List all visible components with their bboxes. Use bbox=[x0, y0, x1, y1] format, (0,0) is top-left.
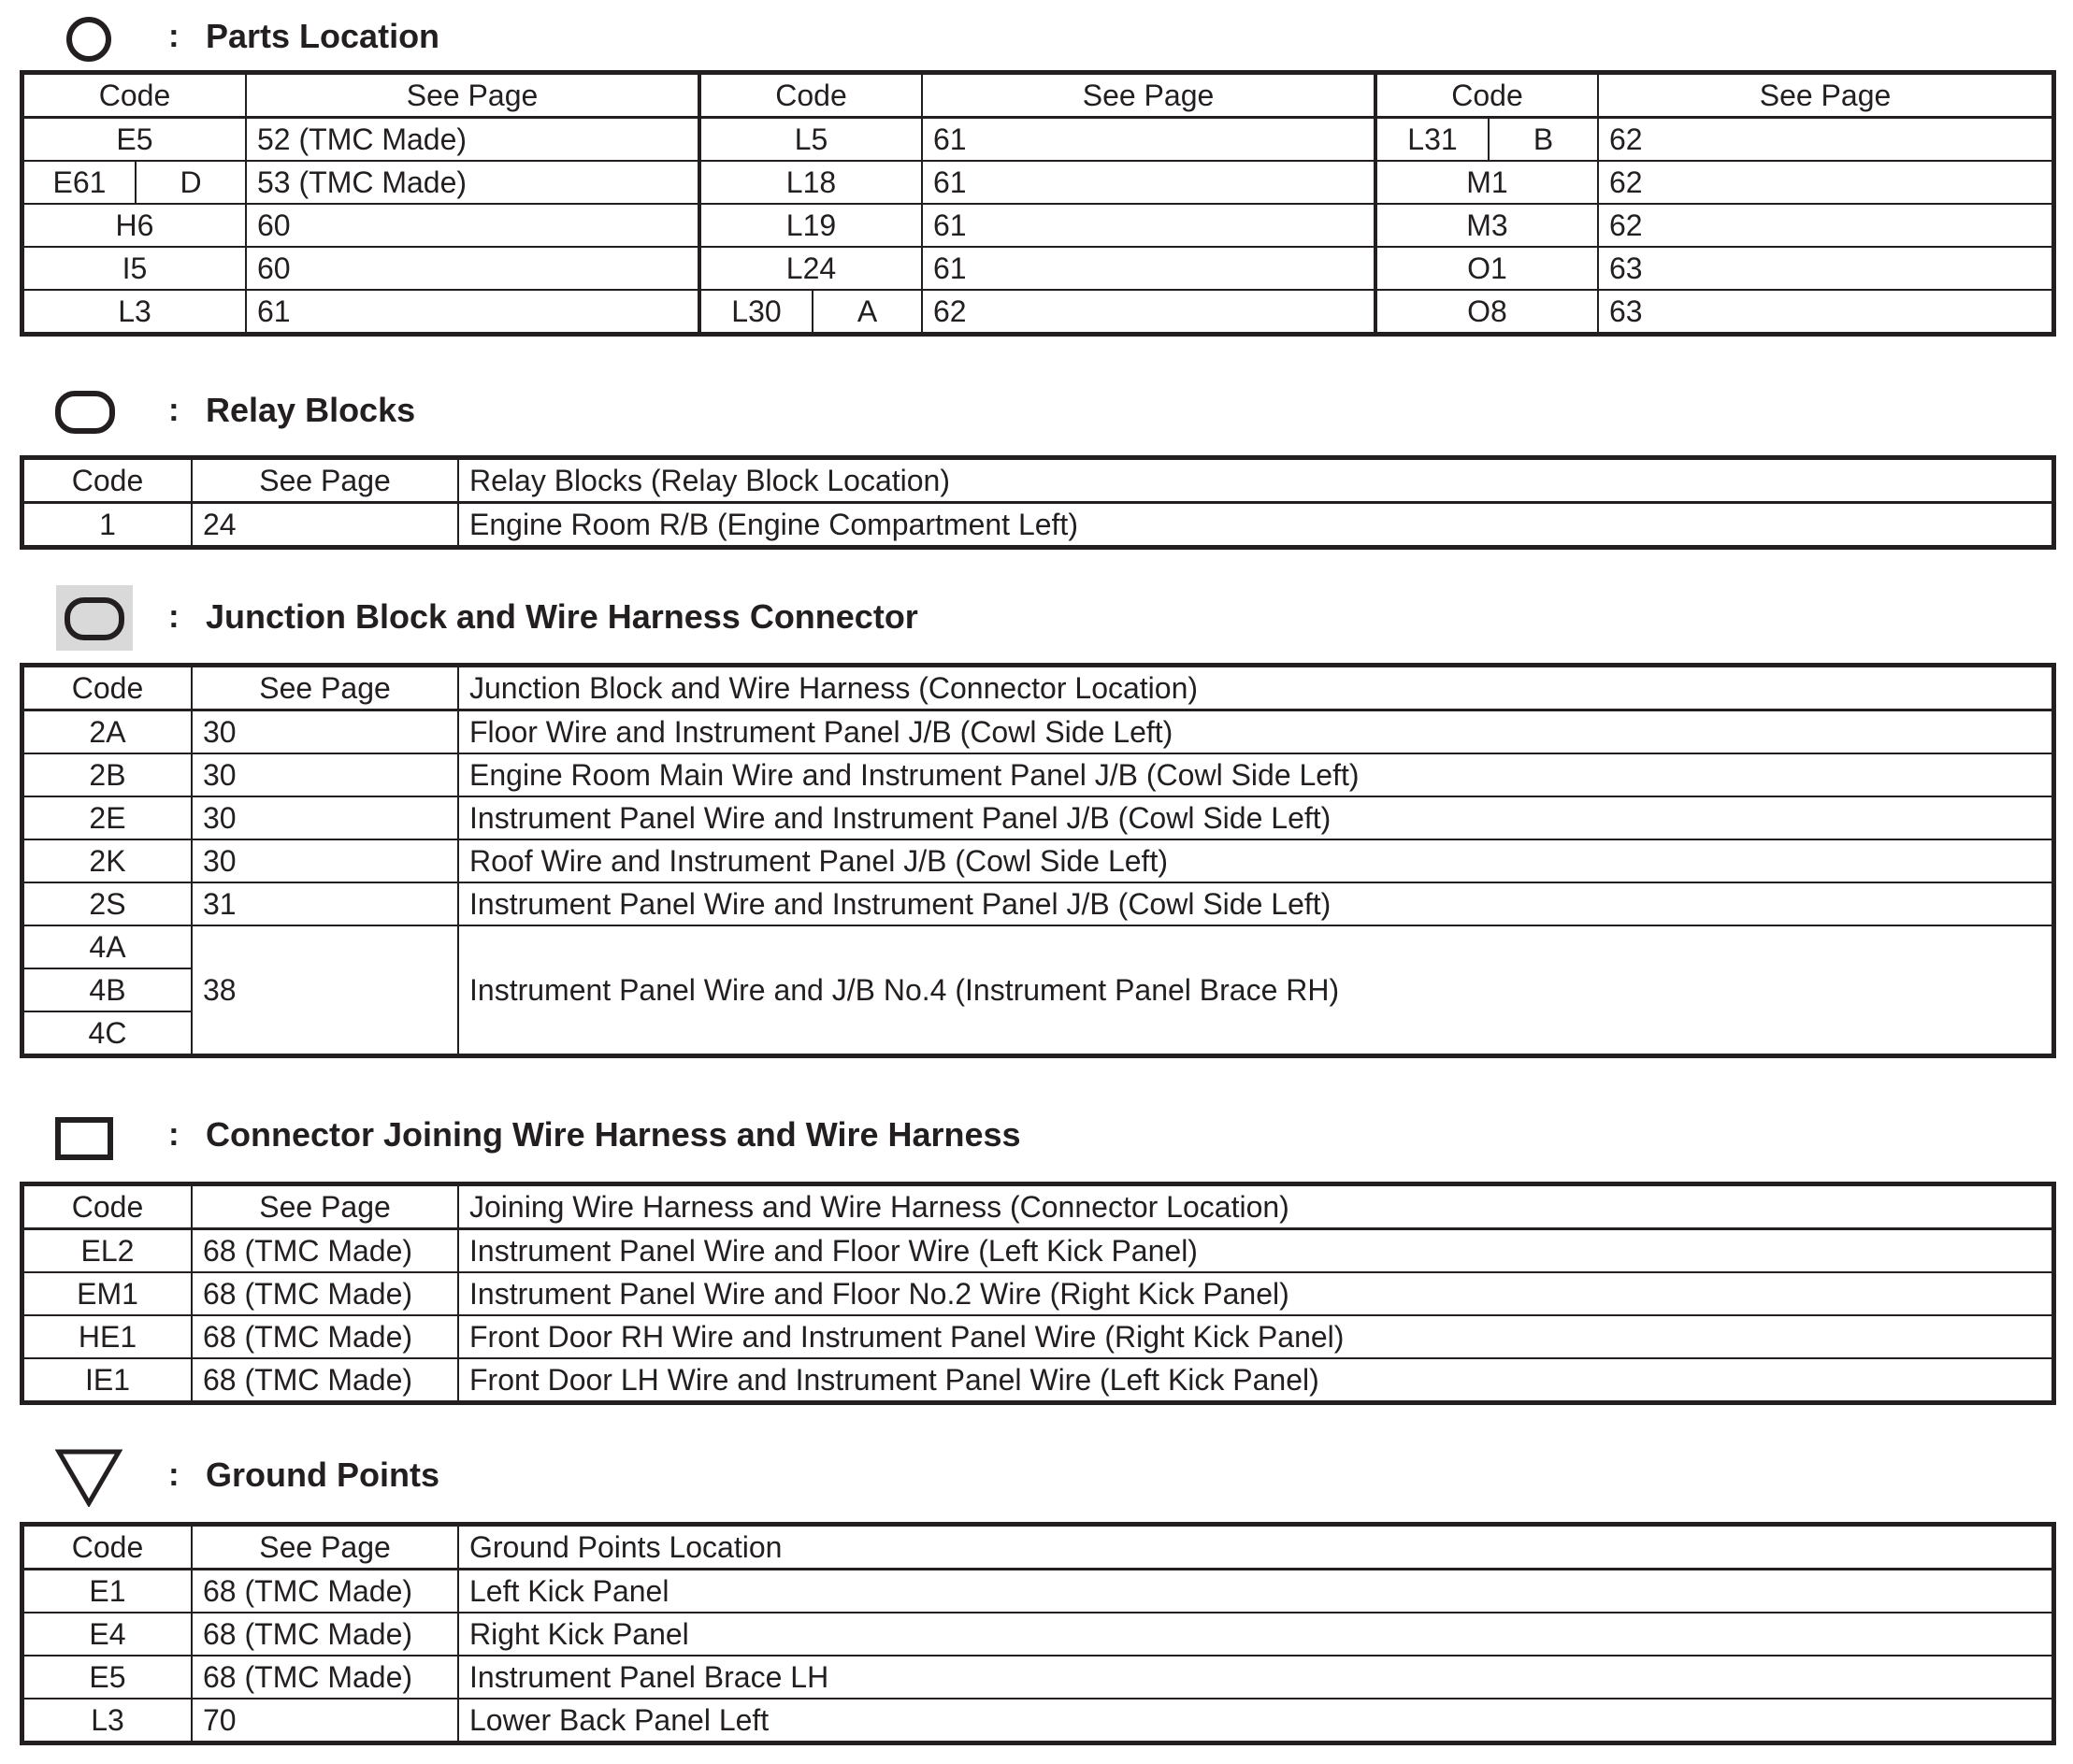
ground-page: 68 (TMC Made) bbox=[192, 1570, 458, 1613]
part-code-split bbox=[699, 290, 922, 333]
location-header: Ground Points Location bbox=[458, 1526, 2052, 1570]
ground-location: Left Kick Panel bbox=[458, 1570, 2052, 1613]
see-page-header: See Page bbox=[192, 459, 458, 503]
code-header: Code bbox=[23, 1526, 192, 1570]
part-code: L31 bbox=[1377, 119, 1490, 160]
see-page-header: See Page bbox=[922, 74, 1375, 118]
junction-code: 2K bbox=[23, 839, 192, 882]
part-page: 61 bbox=[246, 290, 699, 333]
junction-code: 2E bbox=[23, 796, 192, 839]
part-page: 61 bbox=[922, 204, 1375, 247]
code-header: Code bbox=[23, 667, 192, 710]
junction-block-symbol-icon bbox=[64, 596, 125, 641]
table-row bbox=[23, 1272, 2052, 1315]
junction-location: Roof Wire and Instrument Panel J/B (Cowl Side Left) bbox=[458, 839, 2052, 882]
connector-code: HE1 bbox=[23, 1315, 192, 1358]
relay-blocks-table bbox=[22, 458, 2053, 547]
relay-code: 1 bbox=[23, 503, 192, 547]
relay-blocks-title: Relay Blocks bbox=[206, 391, 416, 429]
connector-joining-colon: : bbox=[168, 1116, 180, 1153]
part-code: L3 bbox=[23, 290, 246, 333]
part-code: I5 bbox=[23, 247, 246, 290]
junction-code: 2B bbox=[23, 753, 192, 796]
part-code-suffix: D bbox=[180, 165, 202, 199]
ground-location: Right Kick Panel bbox=[458, 1613, 2052, 1656]
location-header: Junction Block and Wire Harness (Connector Location) bbox=[458, 667, 2052, 710]
junction-page: 38 bbox=[192, 925, 458, 1054]
part-page: 63 bbox=[1598, 247, 2052, 290]
see-page-header: See Page bbox=[246, 74, 699, 118]
ground-code: E1 bbox=[23, 1570, 192, 1613]
part-page: 61 bbox=[922, 161, 1375, 204]
junction-code: 4A bbox=[23, 925, 192, 968]
junction-page: 30 bbox=[192, 839, 458, 882]
ground-points-title: Ground Points bbox=[206, 1456, 439, 1494]
ground-code: E4 bbox=[23, 1613, 192, 1656]
part-page: 53 (TMC Made) bbox=[246, 161, 699, 204]
connector-joining-header bbox=[0, 1103, 2073, 1169]
part-page: 62 bbox=[1598, 161, 2052, 204]
part-code: E5 bbox=[23, 118, 246, 162]
connector-code: EL2 bbox=[23, 1229, 192, 1273]
triangle-symbol-icon bbox=[54, 1447, 123, 1507]
junction-location: Floor Wire and Instrument Panel J/B (Cowl Side Left) bbox=[458, 710, 2052, 754]
part-page: 52 (TMC Made) bbox=[246, 118, 699, 162]
part-code: O1 bbox=[1375, 247, 1598, 290]
part-page: 61 bbox=[922, 247, 1375, 290]
part-code: M3 bbox=[1375, 204, 1598, 247]
see-page-header: See Page bbox=[192, 667, 458, 710]
connector-location: Front Door LH Wire and Instrument Panel Wire (Left Kick Panel) bbox=[458, 1358, 2052, 1401]
table-row bbox=[23, 753, 2052, 796]
connector-page: 68 (TMC Made) bbox=[192, 1229, 458, 1273]
part-code: E61 bbox=[24, 162, 137, 203]
part-page: 62 bbox=[1598, 118, 2052, 162]
square-symbol-icon bbox=[54, 1116, 114, 1161]
table-header-row bbox=[23, 74, 2052, 118]
see-page-header: See Page bbox=[192, 1185, 458, 1229]
relay-page: 24 bbox=[192, 503, 458, 547]
table-row bbox=[23, 1570, 2052, 1613]
part-code: H6 bbox=[23, 204, 246, 247]
table-row bbox=[23, 839, 2052, 882]
connector-code: EM1 bbox=[23, 1272, 192, 1315]
part-page: 60 bbox=[246, 204, 699, 247]
ground-location: Lower Back Panel Left bbox=[458, 1699, 2052, 1742]
parts-location-title: Parts Location bbox=[206, 17, 440, 55]
ground-location: Instrument Panel Brace LH bbox=[458, 1656, 2052, 1699]
connector-code: IE1 bbox=[23, 1358, 192, 1401]
see-page-header: See Page bbox=[1598, 74, 2052, 118]
ground-code: L3 bbox=[23, 1699, 192, 1742]
connector-location: Front Door RH Wire and Instrument Panel Wire (Right Kick Panel) bbox=[458, 1315, 2052, 1358]
table-row bbox=[23, 1358, 2052, 1401]
relay-blocks-colon: : bbox=[168, 392, 180, 428]
junction-page: 30 bbox=[192, 753, 458, 796]
part-code: L30 bbox=[701, 291, 813, 332]
part-page: 62 bbox=[1598, 204, 2052, 247]
code-header: Code bbox=[699, 74, 922, 118]
see-page-header: See Page bbox=[192, 1526, 458, 1570]
relay-location: Engine Room R/B (Engine Compartment Left) bbox=[458, 503, 2052, 547]
ground-page: 68 (TMC Made) bbox=[192, 1656, 458, 1699]
rounded-rect-symbol-icon bbox=[54, 390, 116, 435]
junction-location: Instrument Panel Wire and J/B No.4 (Instrument Panel Brace RH) bbox=[458, 925, 2052, 1054]
junction-location: Instrument Panel Wire and Instrument Panel J/B (Cowl Side Left) bbox=[458, 882, 2052, 925]
table-row bbox=[23, 204, 2052, 247]
part-code: O8 bbox=[1375, 290, 1598, 333]
code-header: Code bbox=[23, 74, 246, 118]
part-code-suffix: A bbox=[857, 294, 878, 328]
junction-code: 2A bbox=[23, 710, 192, 754]
connector-joining-table bbox=[22, 1184, 2053, 1402]
relay-blocks-header bbox=[0, 379, 2073, 444]
ground-points-colon: : bbox=[168, 1456, 180, 1493]
junction-block-header bbox=[0, 585, 2073, 651]
location-header: Relay Blocks (Relay Block Location) bbox=[458, 459, 2052, 503]
connector-page: 68 (TMC Made) bbox=[192, 1315, 458, 1358]
part-code: L5 bbox=[699, 118, 922, 162]
connector-joining-title: Connector Joining Wire Harness and Wire Harness bbox=[206, 1115, 1021, 1154]
table-row bbox=[23, 161, 2052, 204]
part-code: L19 bbox=[699, 204, 922, 247]
part-code-suffix: B bbox=[1533, 122, 1554, 156]
part-page: 62 bbox=[922, 290, 1375, 333]
junction-page: 31 bbox=[192, 882, 458, 925]
junction-page: 30 bbox=[192, 710, 458, 754]
ground-page: 68 (TMC Made) bbox=[192, 1613, 458, 1656]
table-row bbox=[23, 503, 2052, 547]
table-header-row bbox=[23, 1185, 2052, 1229]
table-row bbox=[23, 247, 2052, 290]
circle-symbol-icon bbox=[64, 14, 114, 65]
junction-location: Engine Room Main Wire and Instrument Panel J/B (Cowl Side Left) bbox=[458, 753, 2052, 796]
parts-location-colon: : bbox=[168, 18, 180, 54]
part-code-split bbox=[1375, 118, 1598, 162]
connector-page: 68 (TMC Made) bbox=[192, 1272, 458, 1315]
part-page: 63 bbox=[1598, 290, 2052, 333]
junction-location: Instrument Panel Wire and Instrument Panel J/B (Cowl Side Left) bbox=[458, 796, 2052, 839]
table-header-row bbox=[23, 1526, 2052, 1570]
code-header: Code bbox=[23, 459, 192, 503]
ground-points-header bbox=[0, 1443, 2073, 1509]
code-header: Code bbox=[23, 1185, 192, 1229]
part-code: M1 bbox=[1375, 161, 1598, 204]
location-header: Joining Wire Harness and Wire Harness (Connector Location) bbox=[458, 1185, 2052, 1229]
table-row bbox=[23, 796, 2052, 839]
parts-location-table bbox=[22, 73, 2053, 334]
junction-block-colon: : bbox=[168, 598, 180, 635]
table-row bbox=[23, 710, 2052, 754]
junction-code: 2S bbox=[23, 882, 192, 925]
table-row bbox=[23, 1613, 2052, 1656]
part-code: L24 bbox=[699, 247, 922, 290]
table-row bbox=[23, 882, 2052, 925]
code-header: Code bbox=[1375, 74, 1598, 118]
table-row bbox=[23, 1315, 2052, 1358]
parts-location-header bbox=[0, 5, 2073, 70]
table-row bbox=[23, 1229, 2052, 1273]
part-page: 61 bbox=[922, 118, 1375, 162]
table-row bbox=[23, 925, 2052, 968]
table-row bbox=[23, 290, 2052, 333]
connector-location: Instrument Panel Wire and Floor Wire (Left Kick Panel) bbox=[458, 1229, 2052, 1273]
table-row bbox=[23, 1699, 2052, 1742]
table-header-row bbox=[23, 667, 2052, 710]
junction-block-title: Junction Block and Wire Harness Connector bbox=[206, 597, 918, 636]
connector-page: 68 (TMC Made) bbox=[192, 1358, 458, 1401]
connector-location: Instrument Panel Wire and Floor No.2 Wire (Right Kick Panel) bbox=[458, 1272, 2052, 1315]
junction-page: 30 bbox=[192, 796, 458, 839]
table-row bbox=[23, 1656, 2052, 1699]
part-code: L18 bbox=[699, 161, 922, 204]
table-header-row bbox=[23, 459, 2052, 503]
junction-code: 4C bbox=[23, 1011, 192, 1054]
ground-page: 70 bbox=[192, 1699, 458, 1742]
ground-points-table bbox=[22, 1525, 2053, 1742]
junction-block-table bbox=[22, 666, 2053, 1055]
table-row bbox=[23, 118, 2052, 162]
part-code-split bbox=[23, 161, 246, 204]
part-page: 60 bbox=[246, 247, 699, 290]
ground-code: E5 bbox=[23, 1656, 192, 1699]
junction-code: 4B bbox=[23, 968, 192, 1011]
